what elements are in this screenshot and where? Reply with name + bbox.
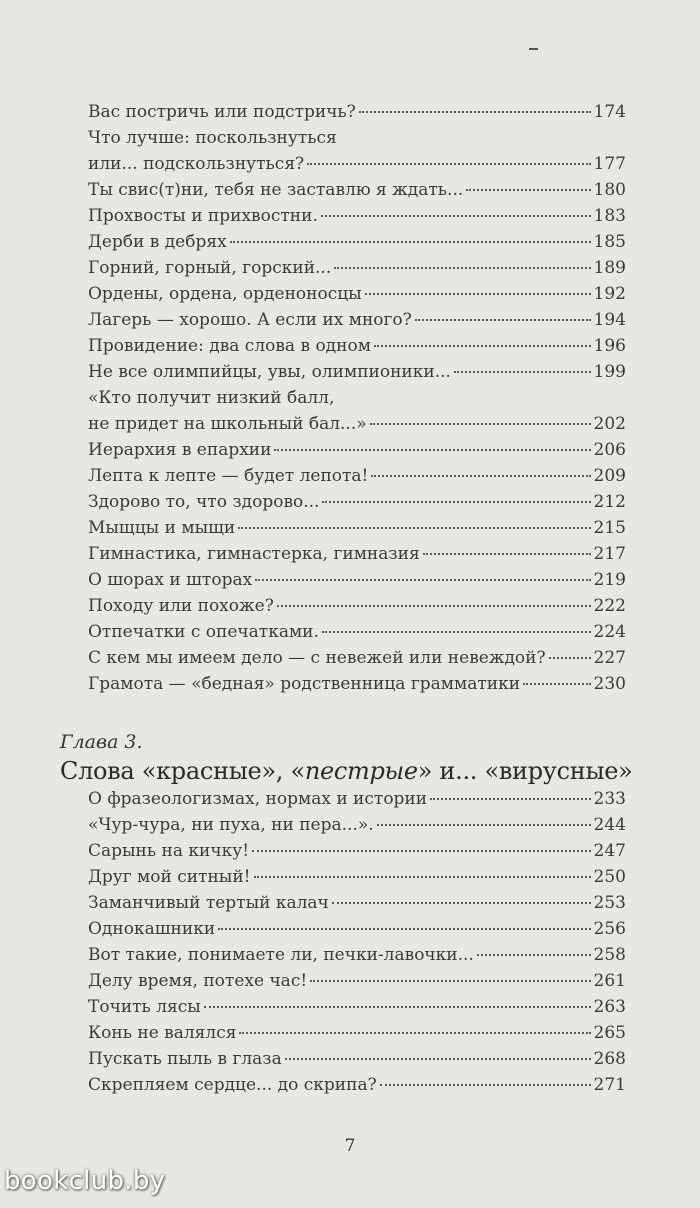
toc-entry-page: 215 bbox=[593, 518, 626, 538]
toc-entry-title: Прохвосты и прихвостни. bbox=[88, 206, 318, 226]
toc-entry-page: 271 bbox=[593, 1075, 626, 1095]
dot-leader bbox=[322, 501, 590, 503]
toc-entry-page: 199 bbox=[593, 362, 626, 382]
toc-entry-title: Что лучше: поскользнуться bbox=[88, 128, 337, 148]
toc-entry bbox=[88, 177, 626, 203]
toc-entry bbox=[88, 994, 626, 1020]
toc-entry-page: 230 bbox=[593, 674, 626, 694]
toc-entry bbox=[88, 593, 626, 619]
dot-leader bbox=[377, 824, 591, 826]
toc-entry bbox=[88, 619, 626, 645]
dot-leader bbox=[274, 449, 590, 451]
toc-entry-title: Грамота — «бедная» родственница грамматики bbox=[88, 674, 521, 694]
page-mark bbox=[529, 48, 538, 50]
watermark-logo: bookclub.by bbox=[4, 1166, 166, 1196]
toc-entry-page: 263 bbox=[593, 997, 626, 1017]
toc-entry bbox=[88, 307, 626, 333]
toc-entry-title: Отпечатки с опечатками. bbox=[88, 622, 319, 642]
toc-entry bbox=[88, 645, 626, 671]
dot-leader bbox=[285, 1058, 591, 1060]
toc-entry bbox=[88, 786, 626, 812]
chapter-title-italic: пестрые bbox=[304, 757, 418, 785]
dot-leader bbox=[307, 163, 590, 165]
page-number: 7 bbox=[344, 1136, 356, 1156]
toc-entry bbox=[88, 203, 626, 229]
dot-leader bbox=[218, 928, 590, 930]
toc-entry-page: 212 bbox=[593, 492, 626, 512]
toc-entry bbox=[88, 437, 626, 463]
toc-entry-title: Провидение: два слова в одном bbox=[88, 336, 371, 356]
toc-entry-page: 180 bbox=[593, 180, 626, 200]
toc-entry-page: 217 bbox=[593, 544, 626, 564]
toc-entry bbox=[88, 281, 626, 307]
toc-entry-page: 222 bbox=[593, 596, 626, 616]
toc-entry-title: Лепта к лепте — будет лепота! bbox=[88, 466, 369, 486]
toc-entry-page: 189 bbox=[593, 258, 626, 278]
toc-entry-title: Гимнастика, гимнастерка, гимназия bbox=[88, 544, 420, 564]
dot-leader bbox=[477, 954, 591, 956]
dot-leader bbox=[549, 657, 591, 659]
toc-entry bbox=[88, 463, 626, 489]
toc-entry-title: Пускать пыль в глаза bbox=[88, 1049, 282, 1069]
dot-leader bbox=[415, 319, 591, 321]
toc-entry-page: 250 bbox=[593, 867, 626, 887]
toc-entry bbox=[88, 255, 626, 281]
toc-entry-page: 233 bbox=[593, 789, 626, 809]
toc-entry bbox=[88, 489, 626, 515]
toc-entry-page: 194 bbox=[593, 310, 626, 330]
chapter-label: Глава 3. bbox=[60, 731, 143, 753]
toc-entry bbox=[88, 125, 626, 177]
dot-leader bbox=[332, 902, 591, 904]
toc-entry-title: Горний, горный, горский... bbox=[88, 258, 332, 278]
toc-entry bbox=[88, 1020, 626, 1046]
toc-entry-title: О шорах и шторах bbox=[88, 570, 253, 590]
toc-entry-title: не придет на школьный бал...» bbox=[88, 414, 367, 434]
toc-entry-page: 244 bbox=[593, 815, 626, 835]
toc-entry-title: О фразеологизмах, нормах и истории bbox=[88, 789, 428, 809]
toc-entry bbox=[88, 541, 626, 567]
dot-leader bbox=[334, 267, 590, 269]
toc-entry bbox=[88, 890, 626, 916]
toc-entry bbox=[88, 812, 626, 838]
toc-entry-title: Делу время, потехе час! bbox=[88, 971, 308, 991]
chapter-title-end: » и... «вирусные» bbox=[417, 757, 633, 785]
toc-entry-title: Вот такие, понимаете ли, печки-лавочки... bbox=[88, 945, 474, 965]
toc-entry bbox=[88, 916, 626, 942]
toc-entry-title: С кем мы имеем дело — с невежей или невеждой? bbox=[88, 648, 546, 668]
toc-entry-page: 174 bbox=[593, 102, 626, 122]
toc-entry-page: 202 bbox=[593, 414, 626, 434]
toc-entry-page: 209 bbox=[593, 466, 626, 486]
toc-entry-title: Однокашники bbox=[88, 919, 216, 939]
toc-entry-title: Заманчивый тертый калач bbox=[88, 893, 329, 913]
toc-entry-title: Ордены, ордена, орденоносцы bbox=[88, 284, 362, 304]
toc-entry bbox=[88, 333, 626, 359]
toc-entry-page: 183 bbox=[593, 206, 626, 226]
dot-leader bbox=[321, 215, 591, 217]
toc-entry-title: Не все олимпийцы, увы, олимпионики... bbox=[88, 362, 451, 382]
toc-entry bbox=[88, 671, 626, 697]
dot-leader bbox=[322, 631, 591, 633]
toc-entry-page: 224 bbox=[593, 622, 626, 642]
chapter-title bbox=[60, 757, 633, 785]
toc-entry-title: Здорово то, что здорово... bbox=[88, 492, 320, 512]
toc-entry bbox=[88, 838, 626, 864]
dot-leader bbox=[371, 475, 590, 477]
toc-entry-title: Конь не валялся bbox=[88, 1023, 237, 1043]
toc-entry bbox=[88, 99, 626, 125]
toc-entry-page: 185 bbox=[593, 232, 626, 252]
dot-leader bbox=[310, 980, 590, 982]
dot-leader bbox=[370, 423, 591, 425]
toc-entry-title: Мыщцы и мыщи bbox=[88, 518, 236, 538]
toc-entry bbox=[88, 864, 626, 890]
toc-entry-page: 227 bbox=[593, 648, 626, 668]
toc-entry bbox=[88, 385, 626, 437]
dot-leader bbox=[254, 876, 591, 878]
toc-entry-title: Иерархия в епархии bbox=[88, 440, 272, 460]
dot-leader bbox=[466, 189, 590, 191]
toc-entry-title: Лагерь — хорошо. А если их много? bbox=[88, 310, 412, 330]
toc-entry-title: «Кто получит низкий балл, bbox=[88, 388, 335, 408]
toc-entry-page: 256 bbox=[593, 919, 626, 939]
dot-leader bbox=[238, 527, 590, 529]
toc-entry-page: 196 bbox=[593, 336, 626, 356]
toc-entry bbox=[88, 1046, 626, 1072]
toc-entry-page: 268 bbox=[593, 1049, 626, 1069]
toc-entry bbox=[88, 515, 626, 541]
dot-leader bbox=[255, 579, 590, 581]
dot-leader bbox=[454, 371, 591, 373]
dot-leader bbox=[239, 1032, 590, 1034]
dot-leader bbox=[277, 605, 591, 607]
toc-entry bbox=[88, 567, 626, 593]
toc-entry-page: 265 bbox=[593, 1023, 626, 1043]
toc-entry bbox=[88, 1072, 626, 1098]
toc-entry bbox=[88, 229, 626, 255]
dot-leader bbox=[423, 553, 591, 555]
toc-entry-title: Скрепляем сердце... до скрипа? bbox=[88, 1075, 377, 1095]
toc-entry bbox=[88, 968, 626, 994]
dot-leader bbox=[374, 345, 591, 347]
toc-entry-page: 253 bbox=[593, 893, 626, 913]
toc-entry-page: 206 bbox=[593, 440, 626, 460]
toc-entry-title: Дерби в дебрях bbox=[88, 232, 227, 252]
toc-entry-page: 258 bbox=[593, 945, 626, 965]
dot-leader bbox=[380, 1084, 591, 1086]
toc-entry-page: 192 bbox=[593, 284, 626, 304]
dot-leader bbox=[204, 1006, 591, 1008]
toc-entry-title: Друг мой ситный! bbox=[88, 867, 251, 887]
toc-entry-page: 247 bbox=[593, 841, 626, 861]
toc-entry-title: Ты свис(т)ни, тебя не заставлю я ждать... bbox=[88, 180, 464, 200]
dot-leader bbox=[359, 111, 591, 113]
toc-entry bbox=[88, 359, 626, 385]
dot-leader bbox=[523, 683, 591, 685]
toc-entry-page: 219 bbox=[593, 570, 626, 590]
dot-leader bbox=[430, 798, 590, 800]
dot-leader bbox=[365, 293, 591, 295]
toc-entry-page: 177 bbox=[593, 154, 626, 174]
dot-leader bbox=[252, 850, 590, 852]
toc-entry-title: Точить лясы bbox=[88, 997, 201, 1017]
toc-entry bbox=[88, 942, 626, 968]
toc-entry-title: Сарынь на кичку! bbox=[88, 841, 250, 861]
chapter-title-start: Слова «красные», « bbox=[60, 757, 305, 785]
toc-entry-page: 261 bbox=[593, 971, 626, 991]
dot-leader bbox=[230, 241, 591, 243]
toc-entry-title: Вас постричь или подстричь? bbox=[88, 102, 356, 122]
toc-entry-title: или... подскользнуться? bbox=[88, 154, 305, 174]
toc-entry-title: «Чур-чура, ни пуха, ни пера...». bbox=[88, 815, 374, 835]
toc-entry-title: Походу или похоже? bbox=[88, 596, 274, 616]
